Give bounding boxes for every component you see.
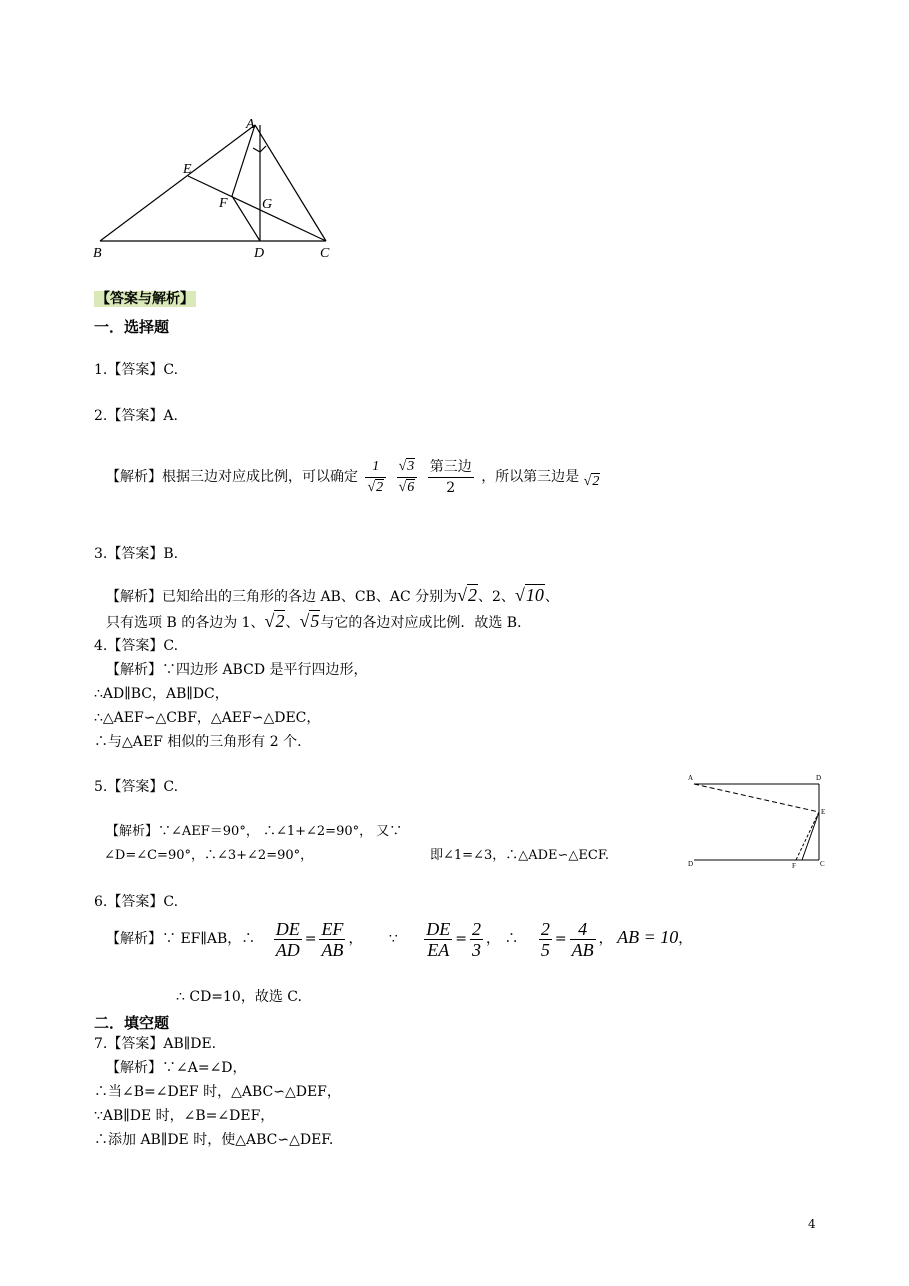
rect-label-E: E [821,808,826,816]
answer-header: 【答案与解析】 [96,291,194,307]
label-D: D [254,246,265,261]
q6-line2: ∴ CD=10，故选 C. [176,989,302,1005]
q5-line2b: 即∠1=∠3，∴△ADE∽△ECF. [430,848,609,863]
q7-line4: ∴添加 AB∥DE 时，使△ABC∽△DEF. [94,1132,334,1148]
line-AC [255,125,326,241]
q4-line4: ∴与△AEF 相似的三角形有 2 个. [94,734,302,750]
section-choice-title: 一．选择题 [94,318,170,336]
q6-analysis: 【解析】∵ EF∥AB，∴ $\frac{DE}{AD}$ = $\frac{EF}{AB}$ ， ∵ $\frac{DE}{EA}$ = $\frac{2}{3}$ ， ∴ $\frac{2}{5}$ = $\frac{4}{AB}$ ， AB = 10， [106,918,693,960]
q3-analysis-line2: 只有选项 B 的各边为 1、√2、√5与它的各边对应成比例．故选 B． [106,611,532,631]
q3-answer: 3.【答案】B. [94,546,179,562]
q6-answer: 6.【答案】C. [94,894,179,910]
q4-line3: ∴△AEF∽△CBF，△AEF∽△DEC， [94,710,321,726]
label-G: G [262,197,273,212]
q5-line2a: ∠D=∠C=90°，∴∠3+∠2=90°， [104,848,314,863]
line-BA [100,125,255,241]
label-B: B [93,246,102,261]
label-F: F [219,196,228,211]
triangle-figure [88,112,338,262]
q4-answer: 4.【答案】C. [94,638,179,654]
rect-label-D: D [816,774,822,782]
q7-line2: ∴当∠B=∠DEF 时，△ABC∽△DEF， [94,1084,341,1100]
q2-analysis: 【解析】根据三边对应成比例，可以确定 $\frac{1}{√2}$ $\frac{√3}{√6}$ $\frac{\text{第三边}}{2}$ ，所以第三边是 √2 [106,458,600,496]
line-AF [232,125,255,196]
q3-analysis-line1: 【解析】已知给出的三角形的各边 AB、CB、AC 分别为√2、2、√10、 [106,585,559,605]
rect-label-B: D [688,860,694,868]
q7-line3: ∵AB∥DE 时，∠B=∠DEF， [94,1108,275,1124]
q4-line1: 【解析】∵四边形 ABCD 是平行四边形， [106,662,368,678]
q5-answer: 5.【答案】C. [94,779,179,795]
q1-answer: 1.【答案】C. [94,362,179,378]
q7-answer: 7.【答案】AB∥DE. [94,1036,217,1052]
section-fill-title: 二．填空题 [94,1014,170,1032]
label-A: A [246,117,255,132]
q5-line1: 【解析】∵∠AEF＝90°， ∴∠1+∠2=90°， 又∵ [106,824,403,839]
page-number: 4 [808,1217,816,1231]
rect-label-C: C [820,860,825,868]
rectangle-figure [684,770,834,870]
q2-answer: 2.【答案】A. [94,408,178,424]
rect-label-A: A [688,774,694,782]
q7-line1: 【解析】∵∠A=∠D， [106,1060,247,1076]
rect-label-F: F [792,862,796,870]
label-E: E [183,162,192,177]
line-EC [188,176,326,241]
label-C: C [320,246,330,261]
q4-line2: ∴AD∥BC，AB∥DC， [94,686,229,702]
